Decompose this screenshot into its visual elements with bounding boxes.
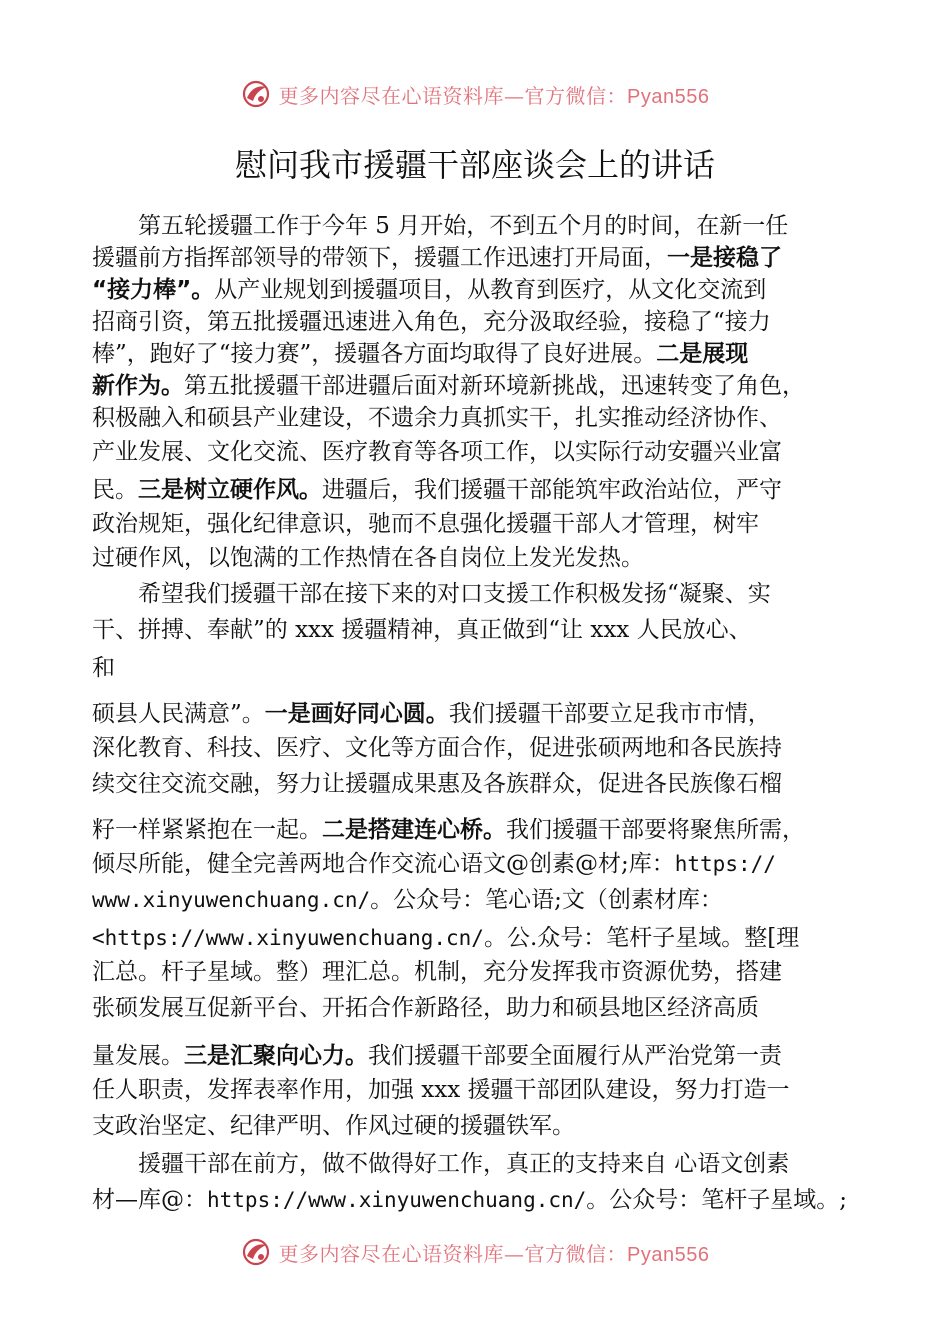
text-run: 援疆前方指挥部领导的带领下，援疆工作迅速打开局面，: [92, 245, 667, 271]
text-run: 任人职责，发挥表率作用，加强 xxx 援疆干部团队建设，努力打造一: [92, 1077, 790, 1103]
text-line: [92, 370, 805, 402]
text-line: [92, 1184, 847, 1216]
bold-heading-text: “接力棒”。: [92, 277, 215, 303]
text-line: [92, 956, 782, 988]
text-run: 积极融入和硕县产业建设，不遗余力真抓实干，扎实推动经济协作、: [92, 405, 782, 431]
text-run: 第五批援疆干部进疆后面对新环境新挑战，迅速转变了角色，: [184, 373, 805, 399]
text-run: 和: [92, 655, 115, 681]
text-run: www.xinyuwenchuang.cn/: [92, 888, 371, 912]
text-line: [92, 542, 644, 574]
banner-label: 更多内容尽在心语资料库—官方微信：: [278, 83, 628, 108]
text-run: https://www.xinyuwenchuang.cn/: [207, 1188, 587, 1212]
text-run: 希望我们援疆干部在接下来的对口支援工作积极发扬“凝聚、实: [92, 581, 771, 607]
text-run: 续交往交流交融，努力让援疆成果惠及各族群众，促进各民族像石榴: [92, 771, 782, 797]
text-run: <https://www.xinyuwenchuang.cn/: [92, 926, 484, 950]
text-run: 。公.众号：笔杆子星域。整[理: [483, 925, 800, 951]
text-run: 张硕发展互促新平台、开拓合作新路径，助力和硕县地区经济高质: [92, 995, 759, 1021]
bold-heading-text: 二是展现: [656, 341, 749, 367]
page-title: 慰问我市援疆干部座谈会上的讲话: [234, 146, 715, 184]
text-run: 硕县人民满意”。: [92, 701, 265, 727]
text-line: [92, 578, 771, 610]
text-line: [92, 652, 115, 684]
text-run: 援疆干部在前方，做不做得好工作，真正的支持来自 心语文创素: [92, 1151, 790, 1177]
bold-heading-text: 新作为。: [92, 373, 184, 399]
text-line: [92, 508, 759, 540]
bold-heading-text: 一是画好同心圆。: [264, 701, 449, 727]
banner-wechat-id: Pyan556: [627, 1243, 710, 1266]
text-run: 材—库@：: [92, 1187, 207, 1213]
text-line: [92, 402, 782, 434]
banner-label: 更多内容尽在心语资料库—官方微信：: [278, 1241, 628, 1266]
text-line: [92, 274, 766, 306]
text-line: [92, 884, 723, 916]
logo-icon: [241, 1237, 271, 1267]
text-line: [92, 922, 799, 954]
banner-wechat-id: Pyan556: [627, 85, 710, 108]
text-run: 过硬作风，以饱满的工作热情在各自岗位上发光发热。: [92, 545, 644, 571]
text-run: 民。: [92, 477, 138, 503]
text-line: [92, 474, 782, 506]
header-banner-text: [279, 80, 710, 109]
text-line: [92, 698, 771, 730]
text-run: 我们援疆干部要立足我市市情，: [448, 701, 771, 727]
text-line: [92, 768, 782, 800]
text-line: [92, 436, 782, 468]
text-run: 。公众号：笔杆子星域。;: [586, 1187, 848, 1213]
text-line: [92, 814, 805, 846]
text-run: 我们援疆干部要将聚焦所需，: [506, 817, 805, 843]
text-line: [92, 1040, 782, 1072]
text-line: [92, 992, 759, 1024]
text-line: [92, 1110, 575, 1142]
text-run: 招商引资，第五批援疆迅速进入角色，充分汲取经验，接稳了“接力: [92, 309, 771, 335]
text-run: 产业发展、文化交流、医疗教育等各项工作，以实际行动安疆兴业富: [92, 439, 782, 465]
text-run: https://: [674, 852, 776, 876]
text-line: [92, 242, 782, 274]
text-run: 我们援疆干部要全面履行从严治党第一责: [368, 1043, 782, 1069]
footer-banner-text: [279, 1238, 710, 1267]
bold-heading-text: 一是接稳了: [667, 245, 782, 271]
text-line: [92, 848, 776, 880]
text-run: 棒”，跑好了“接力赛”，援疆各方面均取得了良好进展。: [92, 341, 657, 367]
text-run: 政治规矩，强化纪律意识，驰而不息强化援疆干部人才管理，树牢: [92, 511, 759, 537]
text-run: 汇总。杆子星域。整）理汇总。机制，充分发挥我市资源优势，搭建: [92, 959, 782, 985]
footer-banner: [0, 1232, 950, 1272]
text-line: [92, 614, 752, 646]
text-line: [92, 732, 782, 764]
text-line: [92, 210, 788, 242]
bold-heading-text: 三是树立硬作风。: [138, 477, 322, 503]
text-run: 倾尽所能，健全完善两地合作交流心语文@创素@材;库：: [92, 851, 675, 877]
text-line: [92, 1074, 790, 1106]
text-line: [92, 306, 771, 338]
header-banner: [0, 74, 950, 114]
text-run: 支政治坚定、纪律严明、作风过硬的援疆铁军。: [92, 1113, 575, 1139]
text-line: [92, 338, 748, 370]
text-line: [92, 1148, 789, 1180]
text-run: 深化教育、科技、医疗、文化等方面合作，促进张硕两地和各民族持: [92, 735, 782, 761]
bold-heading-text: 二是搭建连心桥。: [322, 817, 506, 843]
text-run: 进疆后，我们援疆干部能筑牢政治站位，严守: [322, 477, 782, 503]
text-run: 。公众号：笔心语;文（创素材库：: [370, 887, 723, 913]
text-run: 量发展。: [92, 1043, 184, 1069]
logo-icon: [241, 79, 271, 109]
text-run: 干、拼搏、奉献”的 xxx 援疆精神，真正做到“让 xxx 人民放心、: [92, 617, 752, 643]
bold-heading-text: 三是汇聚向心力。: [184, 1043, 368, 1069]
text-run: 籽一样紧紧抱在一起。: [92, 817, 322, 843]
text-run: 第五轮援疆工作于今年 5 月开始，不到五个月的时间，在新一任: [92, 213, 789, 239]
text-run: 从产业规划到援疆项目，从教育到医疗，从文化交流到: [214, 277, 767, 303]
